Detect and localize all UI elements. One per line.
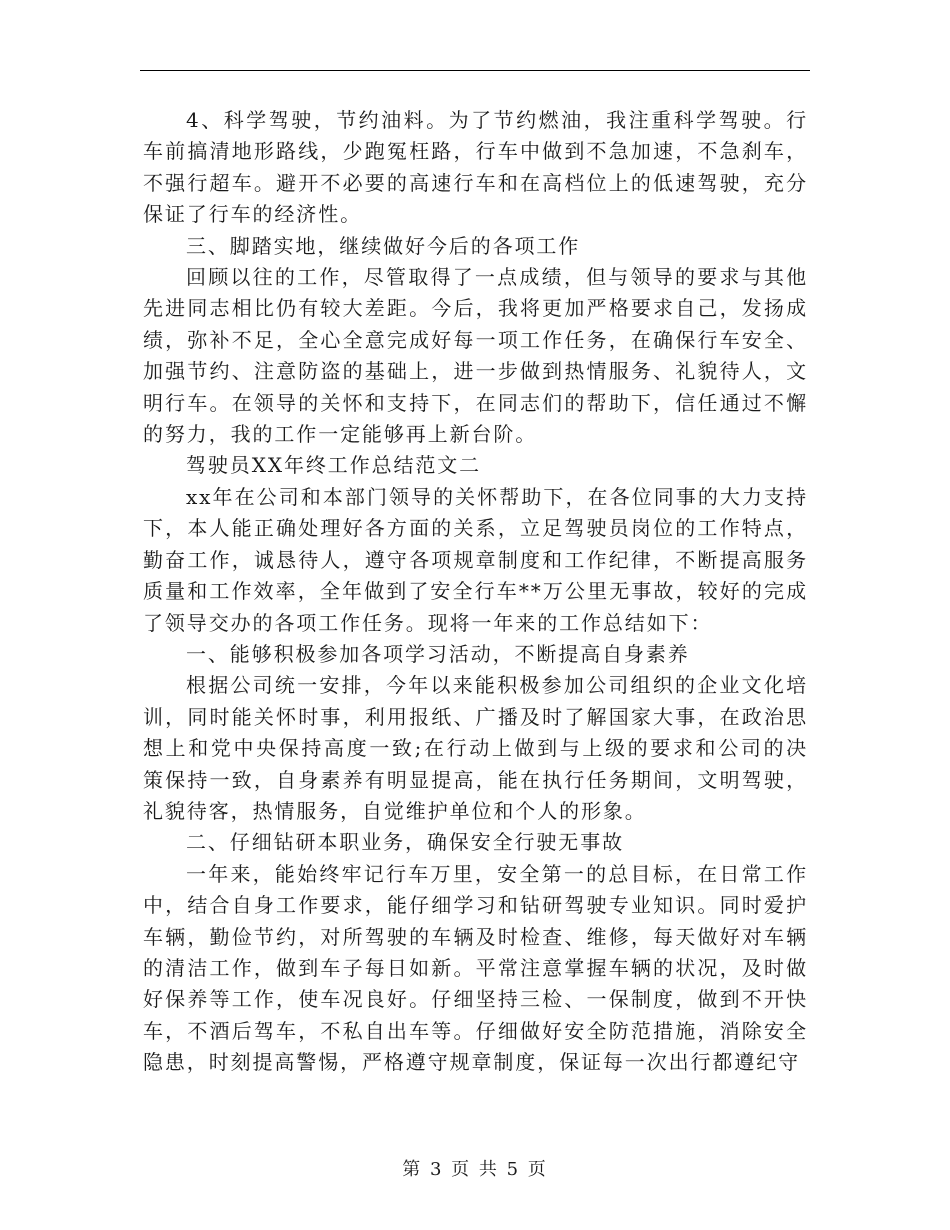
paragraph-fuel-saving: 4、科学驾驶，节约油料。为了节约燃油，我注重科学驾驶。行车前搞清地形路线，少跑冤枉路，行车中做到不急加速，不急刹车，不强行超车。避开不必要的高速行车和在高档位上的低速驾驶，充分保证了行车的经济性。 [143, 108, 808, 227]
section-heading-2: 二、仔细钻研本职业务，确保安全行驶无事故 [186, 830, 624, 855]
document-title-2: 驾驶员XX年终工作总结范文二 [186, 453, 482, 478]
document-body [143, 105, 808, 1079]
header-rule [140, 70, 810, 71]
paragraph-study: 根据公司统一安排，今年以来能积极参加公司组织的企业文化培训，同时能关怀时事，利用报纸、广播及时了解国家大事，在政治思想上和党中央保持高度一致;在行动上做到与上级的要求和公司的决策保持一致，自身素养有明显提高，能在执行任务期间，文明驾驶，礼貌待客，热情服务，自觉维护单位和个人的形象。 [143, 673, 808, 823]
paragraph-safety: 一年来，能始终牢记行车万里，安全第一的总目标，在日常工作中，结合自身工作要求，能仔细学习和钻研驾驶专业知识。同时爱护车辆，勤俭节约，对所驾驶的车辆及时检查、维修，每天做好对车辆的清洁工作，做到车子每日如新。平常注意掌握车辆的状况，及时做好保养等工作，使车况良好。仔细坚持三检、一保制度，做到不开快车，不酒后驾车，不私自出车等。仔细做好安全防范措施，消除安全隐患，时刻提高警惕，严格遵守规章制度，保证每一次出行都遵纪守 [143, 861, 808, 1075]
page-number: 第 3 页 共 5 页 [402, 1159, 548, 1180]
paragraph-review: 回顾以往的工作，尽管取得了一点成绩，但与领导的要求与其他先进同志相比仍有较大差距。今后，我将更加严格要求自己，发扬成绩，弥补不足，全心全意完成好每一项工作任务，在确保行车安全、加强节约、注意防盗的基础上，进一步做到热情服务、礼貌待人，文明行车。在领导的关怀和支持下，在同志们的帮助下，信任通过不懈的努力，我的工作一定能够再上新台阶。 [143, 265, 808, 447]
section-heading-1: 一、能够积极参加各项学习活动，不断提高自身素养 [186, 641, 690, 666]
paragraph-intro: xx年在公司和本部门领导的关怀帮助下，在各位同事的大力支持下，本人能正确处理好各方面的关系，立足驾驶员岗位的工作特点，勤奋工作，诚恳待人，遵守各项规章制度和工作纪律，不断提高服务质量和工作效率，全年做到了安全行车**万公里无事故，较好的完成了领导交办的各项工作任务。现将一年来的工作总结如下： [143, 484, 808, 635]
section-heading-3: 三、脚踏实地，继续做好今后的各项工作 [186, 233, 581, 258]
